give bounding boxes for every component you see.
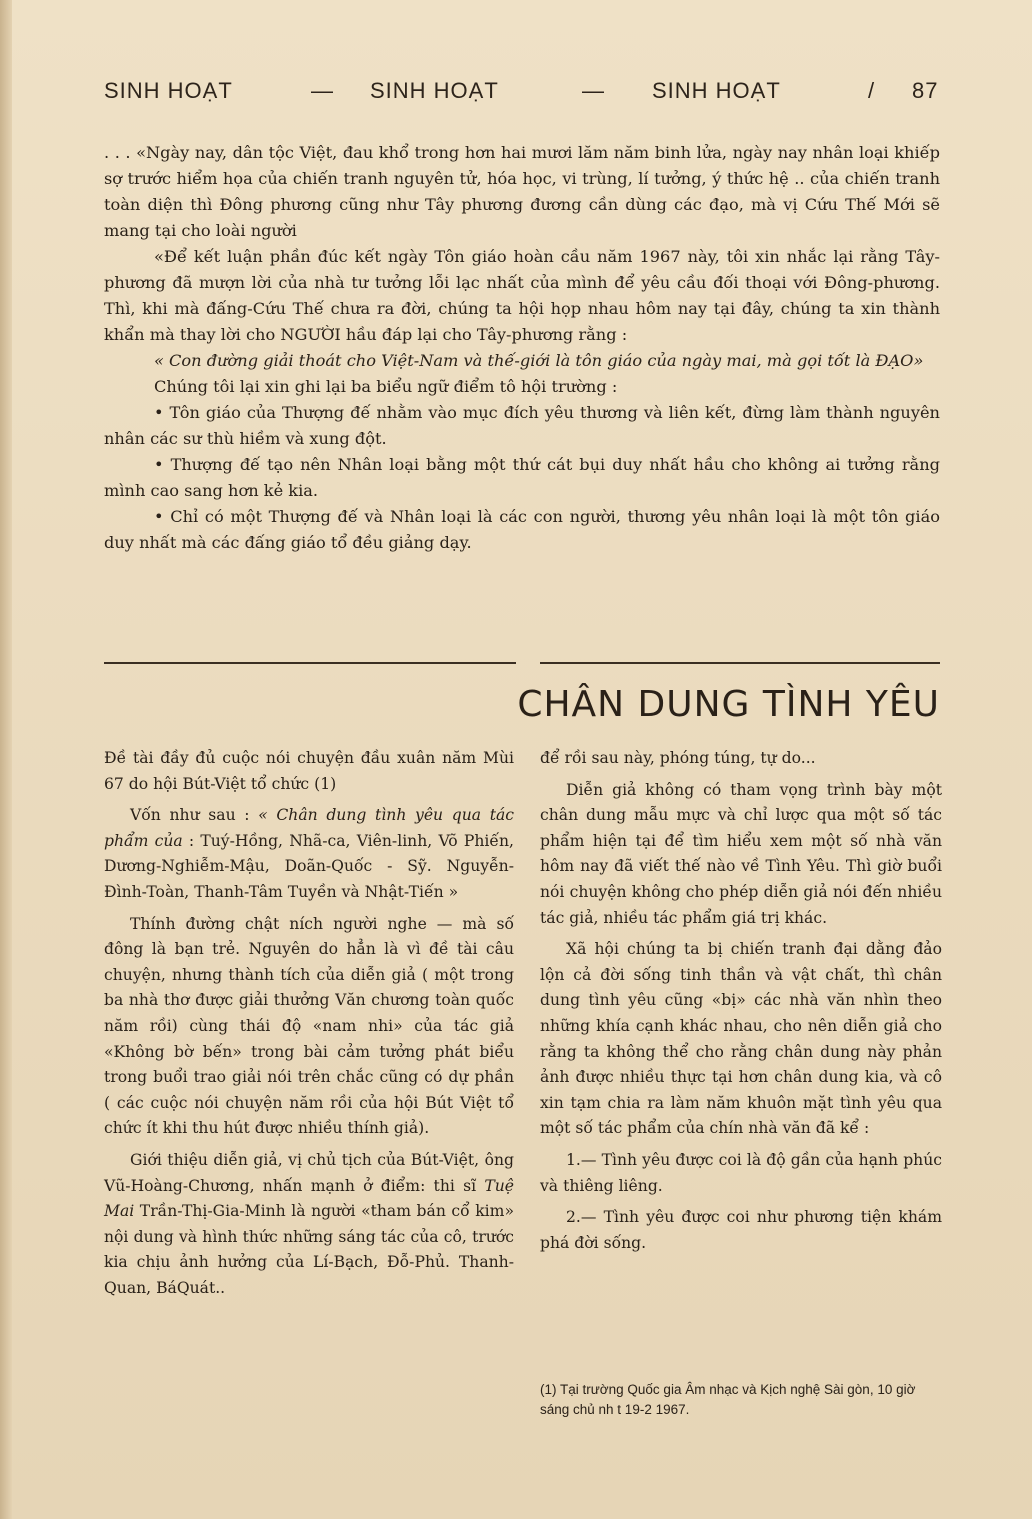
header-section-3: SINH HOẠT [652,78,781,103]
list-item: 2.— Tình yêu được coi như phương tiện khám phá đời sống. [540,1208,942,1252]
paragraph: . . . «Ngày nay, dân tộc Việt, đau khổ trong hơn hai mươi lăm năm binh lửa, ngày nay nhân loại khiếp sợ trước hiểm họa của chiến tranh nguyên tử, hóa học, vi trùng, lí tưởng, ý thức hệ .. của chiến tranh toàn diện thì Đông phương cũng như Tây phương đương cần dùng các đạo, mà vị Cứu Thế Mới sẽ mang tại cho loài người [104,143,940,240]
paragraph: Diễn giả không có tham vọng trình bày một chân dung mẫu mực và chỉ lược qua một số tác phẩm hiện tại để tìm hiểu xem một số nhà văn hôm nay đã viết thế nào về Tình Yêu. Thì giờ buổi nói chuyện không cho phép diễn giả nói đến nhiều tác giả, nhiều tác phẩm giá trị khác. [540,780,942,927]
paragraph [104,1148,514,1302]
italic-text: « Chân dung tình yêu qua tác phẩm của [104,806,515,850]
paragraph [104,803,514,905]
section-divider-right [540,662,940,664]
paragraph: Đề tài đầy đủ cuộc nói chuyện đầu xuân năm Mùi 67 do hội Bút-Việt tổ chức (1) [104,749,514,793]
quotation: « Con đường giải thoát cho Việt-Nam và thế-giới là tôn giáo của ngày mai, mà gọi tốt là ĐẠO» [154,351,924,370]
text-run: Vốn như sau : [130,806,259,825]
header-slash: / [868,78,876,103]
article-title: CHÂN DUNG TÌNH YÊU [517,684,940,725]
banner-slogan-2: • Thượng đế tạo nên Nhân loại bằng một thứ cát bụi duy nhất hầu cho không ai tưởng rằng mình cao sang hơn kẻ kia. [104,455,940,500]
paragraph: Xã hội chúng ta bị chiến tranh đại dằng đảo lộn cả đời sống tinh thần và vật chất, thì chân dung tình yêu cũng «bị» các nhà văn nhìn theo những khía cạnh khác nhau, cho nên diễn giả cho rằng ta không thể cho rằng chân dung này phản ảnh được nhiều thực tại hơn chân dung kia, và cô xin tạm chia ra làm năm khuôn mặt tình yêu qua một số tác phẩm của chín nhà văn đã kể : [540,940,942,1138]
header-section-2: SINH HOẠT [370,78,499,103]
paragraph: «Để kết luận phần đúc kết ngày Tôn giáo hoàn cầu năm 1967 này, tôi xin nhắc lại rằng Tây-phương đã mượn lời của nhà tư tưởng lỗi lạc nhất của mình để yêu cầu đối thoại với Đông-phương. Thì, khi mà đấng-Cứu Thế chưa ra đời, chúng ta hội họp nhau hôm nay tại đây, chúng ta xin thành khẩn mà thay lời cho NGƯỜI hầu đáp lại cho Tây-phương rằng : [104,247,940,344]
footnote-text: (1) Tại trường Quốc gia Âm nhạc và Kịch nghệ Sài gòn, 10 giờ sáng chủ nh t 19-2 1967. [540,1382,916,1417]
header-section-1: SINH HOẠT [104,78,233,103]
paragraph: Thính đường chật ních người nghe — mà số đông là bạn trẻ. Nguyên do hẳn là vì đề tài câu chuyện, nhưng thành tích của diễn giả ( một trong ba nhà thơ được giải thưởng Văn chương toàn quốc năm rồi) cùng thái độ «nam nhi» của tác giả «Không bờ bến» trong bài cảm tưởng phát biểu trong buổi trao giải nói trên chắc cũng có dự phần ( các cuộc nói chuyện năm rồi của hội Bút Việt tổ chức ít khi thu hút được nhiều thính giả). [104,914,514,1138]
section-divider-left [104,662,516,664]
paragraph: Chúng tôi lại xin ghi lại ba biểu ngữ điểm tô hội trường : [154,377,618,396]
page-edge [0,0,12,1519]
article-column-left [104,746,514,1307]
continued-text [104,140,940,556]
italic-text: Tuệ Mai [104,1176,514,1221]
header-dash-1: — [311,78,334,103]
article-column-right [540,746,942,1262]
running-header [104,78,940,110]
page-number: 87 [912,78,939,103]
list-item: 1.— Tình yêu được coi là độ gần của hạnh phúc và thiêng liêng. [540,1150,942,1195]
text-run: : Tuý-Hồng, Nhã-ca, Viên-linh, Võ Phiến, Dương-Nghiễm-Mậu, Doãn-Quốc - Sỹ. Nguyễn-Đình-Toàn, Thanh-Tâm Tuyền và Nhật-Tiến » [104,831,514,901]
text-run: Trần-Thị-Gia-Minh là người «tham bán cổ kim» nội dung và hình thức những sáng tác của cô, trước kia chịu ảnh hưởng của Lí-Bạch, Đỗ-Phủ. Thanh-Quan, BáQuát.. [104,1202,514,1297]
banner-slogan-3: • Chỉ có một Thượng đế và Nhân loại là các con người, thương yêu nhân loại là một tôn giáo duy nhất mà các đấng giáo tổ đều giảng dạy. [104,507,940,552]
footnote [540,1380,942,1420]
paragraph: để rồi sau này, phóng túng, tự do... [540,749,816,767]
header-dash-2: — [582,78,605,103]
text-run: Giới thiệu diễn giả, vị chủ tịch của Bút-Việt, ông Vũ-Hoàng-Chương, nhấn mạnh ở điểm: thi sĩ [104,1150,514,1195]
banner-slogan-1: • Tôn giáo của Thượng đế nhằm vào mục đích yêu thương và liên kết, đừng làm thành nguyên nhân các sư thù hiềm và xung đột. [104,403,940,448]
